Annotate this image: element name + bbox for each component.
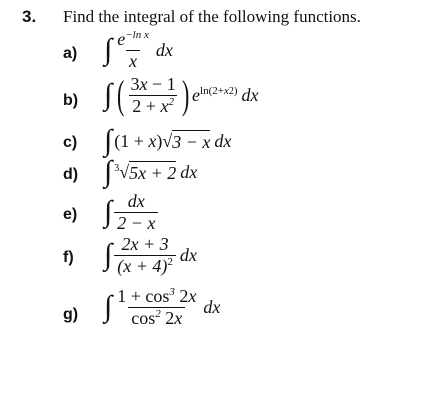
label-f: f): [63, 249, 74, 266]
fraction: $\frac{e^{-ln x}}{x}$: [117, 29, 149, 71]
label-c: c): [63, 134, 78, 151]
fraction: $\frac{1 + \cos^3 2x}{\cos^2 2x}$: [117, 286, 197, 328]
integral-sign-icon: ∫: [104, 238, 113, 272]
integral-e: [104, 192, 158, 233]
question-number: 3.: [22, 7, 37, 26]
label-g: g): [63, 306, 79, 323]
integral-f: ∫ $\frac{2x + 3}{(x + 4)^2}$ dx: [104, 234, 197, 276]
question-title: Find the integral of the following functions.: [63, 7, 361, 26]
cube-root-icon: $^3$√: [114, 161, 130, 182]
fraction: $\frac{2x + 3}{(x + 4)^2}$: [114, 235, 176, 276]
label-d: d): [63, 166, 79, 183]
integral-b: ∫ ( $\frac{3x - 1}{2 + x^2}$ ) $e^{ln(2+x2)}$ dx: [104, 72, 259, 118]
fraction: $\frac{3x - 1}{2 + x^2}$: [130, 74, 176, 116]
label-a: a): [63, 45, 78, 62]
integral-sign-icon: ∫: [104, 290, 113, 324]
integral-sign-icon: ∫: [104, 155, 113, 188]
integral-a: ∫ $\frac{e^{-ln x}}{x}$ dx: [104, 29, 173, 71]
integral-c: ∫ (1 + x) √ 3 − x dx: [104, 124, 232, 157]
integral-d: ∫ $^3$√ 5x + 2 dx: [104, 155, 198, 188]
label-b: b): [63, 92, 79, 109]
square-root-icon: √: [162, 130, 173, 151]
integral-sign-icon: ∫: [104, 78, 113, 112]
integral-sign-icon: ∫: [104, 33, 113, 67]
integral-sign-icon: ∫: [104, 124, 113, 157]
fraction: $\frac{dx}{2 - x}$: [114, 192, 158, 233]
integral-sign-icon: ∫: [104, 195, 113, 229]
label-e: e): [63, 206, 78, 223]
integral-g: ∫ $\frac{1 + \cos^3 2x}{\cos^2 2x}$ dx: [104, 286, 221, 328]
